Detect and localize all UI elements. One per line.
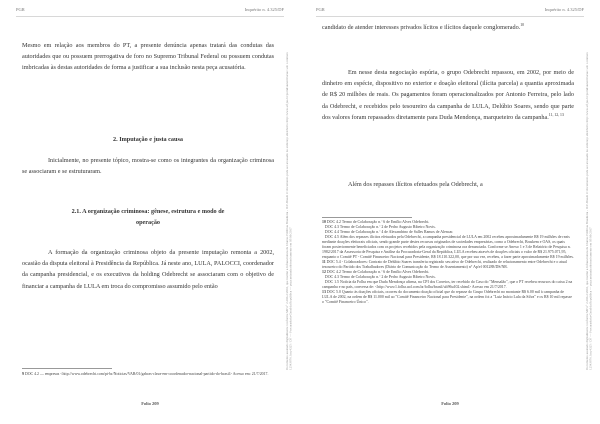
footnote-separator xyxy=(22,368,112,369)
footnote-item xyxy=(322,290,574,305)
section-heading: 2. Imputação e justa causa xyxy=(113,136,183,143)
header-org-label: PGR xyxy=(316,7,325,12)
page-header xyxy=(16,6,284,17)
footnote-ref: 10 xyxy=(520,22,525,27)
footnote-text: DOC 4.2 Termo de Colaboração n.º 6 de Emílio Alves Odebrecht. xyxy=(326,220,430,224)
section-paragraph: Inicialmente, no presente tópico, mostra-se como os integrantes da organização criminosa se associaram e se estruturaram. xyxy=(22,157,274,176)
footnote-number: 13 xyxy=(322,290,326,294)
digital-signature-stamp: Documento assinado digitalmente conforme MP n° 2.200-2/2001, que institui a Infraestrutura de Chaves Públicas Brasileira - ICP-Brasil. O documento pode ser acessado no endereço eletrônico http://www.stf.jus.br/portal/autenticacao/ sob o número 12543876. Inq 4325 / DF — Procuradoria-Geral da República — peça assinada eletronicamente em 05/09/2017 xyxy=(585,51,593,370)
subsection-heading xyxy=(22,206,274,228)
page-number: Folio 209 xyxy=(141,401,159,406)
footnote xyxy=(22,372,274,377)
footnote-text: DOC 4.5 Além dos repasses ilícitos efetuados pela Odebrecht, a campanha presidencial de LULA em 2002 recebeu aproximadamente R$ 19 milhões de reais mediante doações eleitorais oficiais, sendo grande parte destes recursos originados de sociedades empresárias, como a Odebrecht, Braskem e OAS, os quais foram posteriormente beneficiados com os projetos recebidos pela organização criminosa ora denunciada. Conforme se Anexo 1 e 3 de Relatório de Pesquisa n. 1982/2017 da Assessoria de Pesquisa e Análise da Procuradoria-Geral da República, LULA recebeu através de doações oficiais o valor de R$ 21.975.071,95, enquanto o Comitê PT - Comitê Financeiro Nacional para Presidente, R$ 18.110.322,00, que por sua vez, recebeu, a fazer parte aproximadamente R$ 19 milhões. xyxy=(322,235,574,259)
page-header xyxy=(316,6,584,17)
header-org-label: PGR xyxy=(16,7,25,12)
subsection-heading-line2: operação xyxy=(135,219,161,227)
footnote-text: DOC 5.4 - Colaboradores: Contrato de Delúbio Soares transferiu registrado seu ativo de Odebrecht, realizado de relacionamento entre Odebrecht e o atual tesoureiro do Partido dos Trabalhadores (Diário de Comunicação do Termo de Assentamento) n° Ap/el 001288/DS/NR. xyxy=(322,260,567,269)
footnote-text: DOC 4.3 Termo de Colaboração n.º 2 de Pedro Augusto Ribeiro Novis. xyxy=(324,275,436,279)
footnote-text: DOC 4.4 Termo de Colaboração n.º 4 de Alexandrino de Salles Ramos de Alencar. xyxy=(324,230,454,234)
footnote-text: DOC 4.2 — empresas <http://www.odebrecht.com/pt-br/Noticias/VAB/01/gabras-clava-em-coordenador-nacional-partido-do-brasil> Acesso em: 21/7/2017. xyxy=(24,372,269,376)
continuation-paragraph: candidato de atender interesses privados lícitos e ilícitos daquele conglomerado.$^{10}$ xyxy=(322,22,525,31)
header-case-number: Inquérito n. 4.325/DF xyxy=(244,7,284,12)
paragraph-3: Além dos repasses ilícitos efetuados pela Odebrecht, a xyxy=(348,181,483,188)
paragraph-2: Em nesse desta negociação espúria, o grupo Odebrecht repassou, em 2002, por meio de dinheiro em espécie, dispositivo no exterior e doação eleitoral (ilícita parcela) a quantia aproximada de R$ 20 milhões de reais. Os pagamentos foram operacionalizados por Antonio Ferreira, pelo lado da Odebrecht, e recebidos pelo tesoureiro da campanha de LULA, Delúbio Soares, sendo que parte dos valores foram repassados diretamente para Duda Mendonça, marqueteiro da campanha.$^{11, 12, 13}$ xyxy=(322,69,574,121)
footnote-text: DOC 5.0 Quanto às doações oficiais, ocorreu do documento doação oficial que do repasse do Grupo Odebrecht no montante R$ 6.00 mil à campanha de LULA de 2002, na ordem de R$ 11.000 mil ao "Comitê Financeiro Nacional para Presidente", na ordem foi a "Luiz Inácio Lula da Silva" e os R$ 10 mil repasse o "Comitê Financeiro Único". xyxy=(322,290,572,304)
footnote-text: DOC 1.5 Notícia da Folha em que Duda Mendonça afirma, na CPI dos Correios, ter recebido do Caso do "Mensalão", que o PT recebeu recursos do caixa 2 na campanha e no país, conversa de: <http://www1.folha.uol.com.br/folha/brasil/ult96u102.shtml> Acesso em 21/7/2017. xyxy=(322,280,573,289)
footnote-number: 9 xyxy=(22,372,24,376)
footnote-item xyxy=(322,260,574,270)
footnote-number: 11 xyxy=(322,260,326,264)
footnote-item xyxy=(322,280,574,290)
subsection-paragraph: A formação da organização criminosa objeto da presente imputação remonta a 2002, ocasião da disputa eleitoral à Presidência da República. Já neste ano, LULA, PALOCCI, coordenador da campanha presidencial, e os executivos da holding Odebrecht se associaram com o objetivo de financiar a campanha de LULA em troca do compromisso assumido pelo então xyxy=(22,249,274,290)
footnote-text: DOC 4.3 Termo de Colaboração n.º 2 de Pedro Augusto Ribeiro Novis. xyxy=(324,225,436,229)
intro-paragraph: Mesmo em relação aos membros do PT, a presente denúncia apenas tratará das condutas das autoridades que ou possuem prerrogativa de foro no Supremo Tribunal Federal ou possuem condutas imbricadas às destas autoridades de forma a justificar a sua inclusão nesta peça acusatória. xyxy=(22,42,274,72)
digital-signature-stamp: Documento assinado digitalmente conforme MP n° 2.200-2/2001, que institui a Infraestrutura de Chaves Públicas Brasileira - ICP-Brasil. O documento pode ser acessado no endereço eletrônico http://www.stf.jus.br/portal/autenticacao/ sob o número 12543876. Inq 4325 / DF — Procuradoria-Geral da República — peça assinada eletronicamente em 05/09/2017 xyxy=(285,51,293,370)
footnote-separator xyxy=(322,217,412,218)
header-case-number: Inquérito n. 4.325/DF xyxy=(544,7,584,12)
document-page-right xyxy=(300,0,600,424)
page-number: Folio 209 xyxy=(441,401,459,406)
footnote-number: 10 xyxy=(322,220,326,224)
footnote-item xyxy=(322,235,574,260)
footnote-number: 12 xyxy=(322,270,326,274)
footnote-list xyxy=(322,220,574,305)
footnote-text: DOC 4.2 Termo de Colaboração n.º 6 de Emílio Alves Odebrecht. xyxy=(326,270,430,274)
subsection-heading-line1: 2.1. A organização criminosa: gênese, estrutura e modo de xyxy=(71,208,225,215)
footnote-ref: 11, 12, 13 xyxy=(548,112,564,117)
